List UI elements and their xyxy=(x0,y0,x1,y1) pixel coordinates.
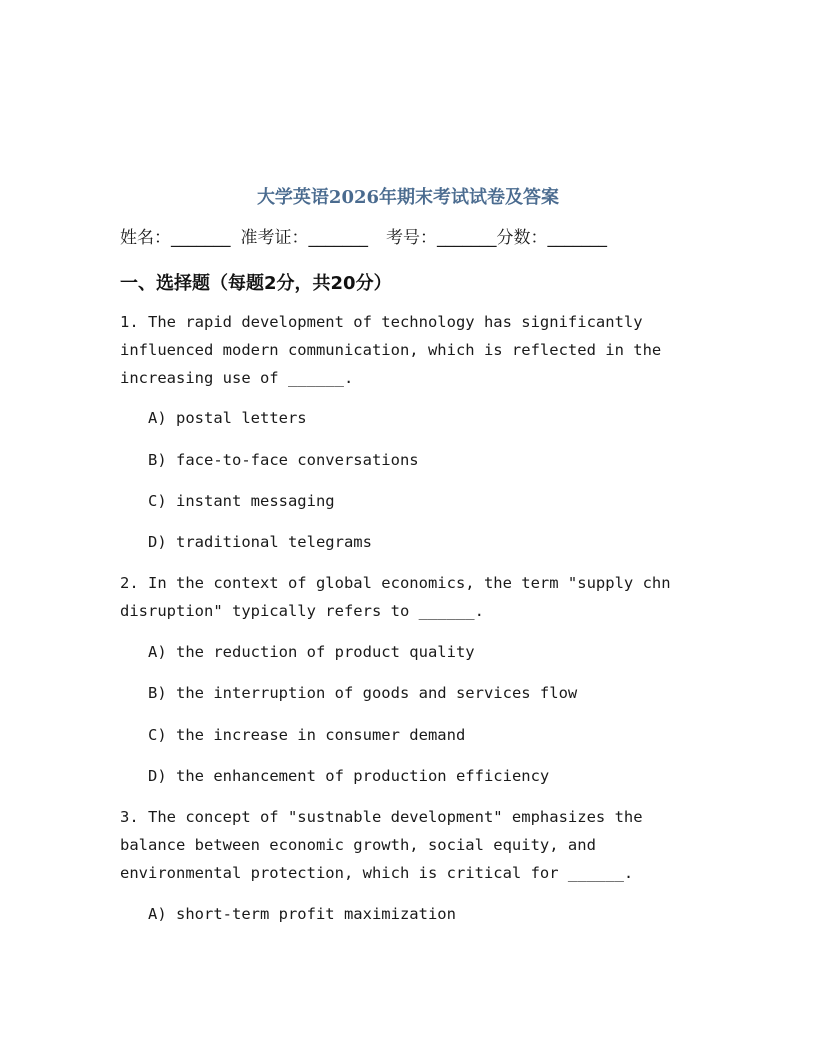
question-2-line-2: disruption" typically refers to ______. xyxy=(120,602,484,620)
question-1-option-b: B) face-to-face conversations xyxy=(148,451,419,469)
student-info-line xyxy=(120,224,710,252)
exam-no-field: 考号：_______ xyxy=(386,228,497,248)
document-title: 大学英语2026年期末考试试卷及答案 xyxy=(256,187,560,208)
question-3-option-a: A) short-term profit maximization xyxy=(148,905,456,923)
question-1-line-3: increasing use of ______. xyxy=(120,369,354,387)
question-3-line-3: environmental protection, which is critical for ______. xyxy=(120,864,634,882)
question-2-option-c: C) the increase in consumer demand xyxy=(148,726,466,744)
question-3 xyxy=(120,803,700,887)
question-2-option-b: B) the interruption of goods and services flow xyxy=(148,684,578,702)
question-2-option-a: A) the reduction of product quality xyxy=(148,643,475,661)
question-1-option-d: D) traditional telegrams xyxy=(148,533,372,551)
section-heading: 一、选择题（每题2分，共20分） xyxy=(120,273,392,294)
question-2-option-d: D) the enhancement of production efficiency xyxy=(148,767,550,785)
exam-cert-field: 准考证：_______ xyxy=(240,228,368,248)
question-1-line-2: influenced modern communication, which is reflected in the xyxy=(120,341,662,359)
question-1-option-a: A) postal letters xyxy=(148,409,307,427)
name-field: 姓名：_______ xyxy=(120,228,231,248)
question-2-line-1: 2. In the context of global economics, the term "supply chn xyxy=(120,574,671,592)
question-1-option-c: C) instant messaging xyxy=(148,492,335,510)
score-field: 分数：_______ xyxy=(496,228,607,248)
question-2 xyxy=(120,569,700,625)
question-1-line-1: 1. The rapid development of technology has significantly xyxy=(120,313,643,331)
question-1 xyxy=(120,308,700,392)
question-3-line-2: balance between economic growth, social equity, and xyxy=(120,836,596,854)
question-3-line-1: 3. The concept of "sustnable development" emphasizes the xyxy=(120,808,643,826)
